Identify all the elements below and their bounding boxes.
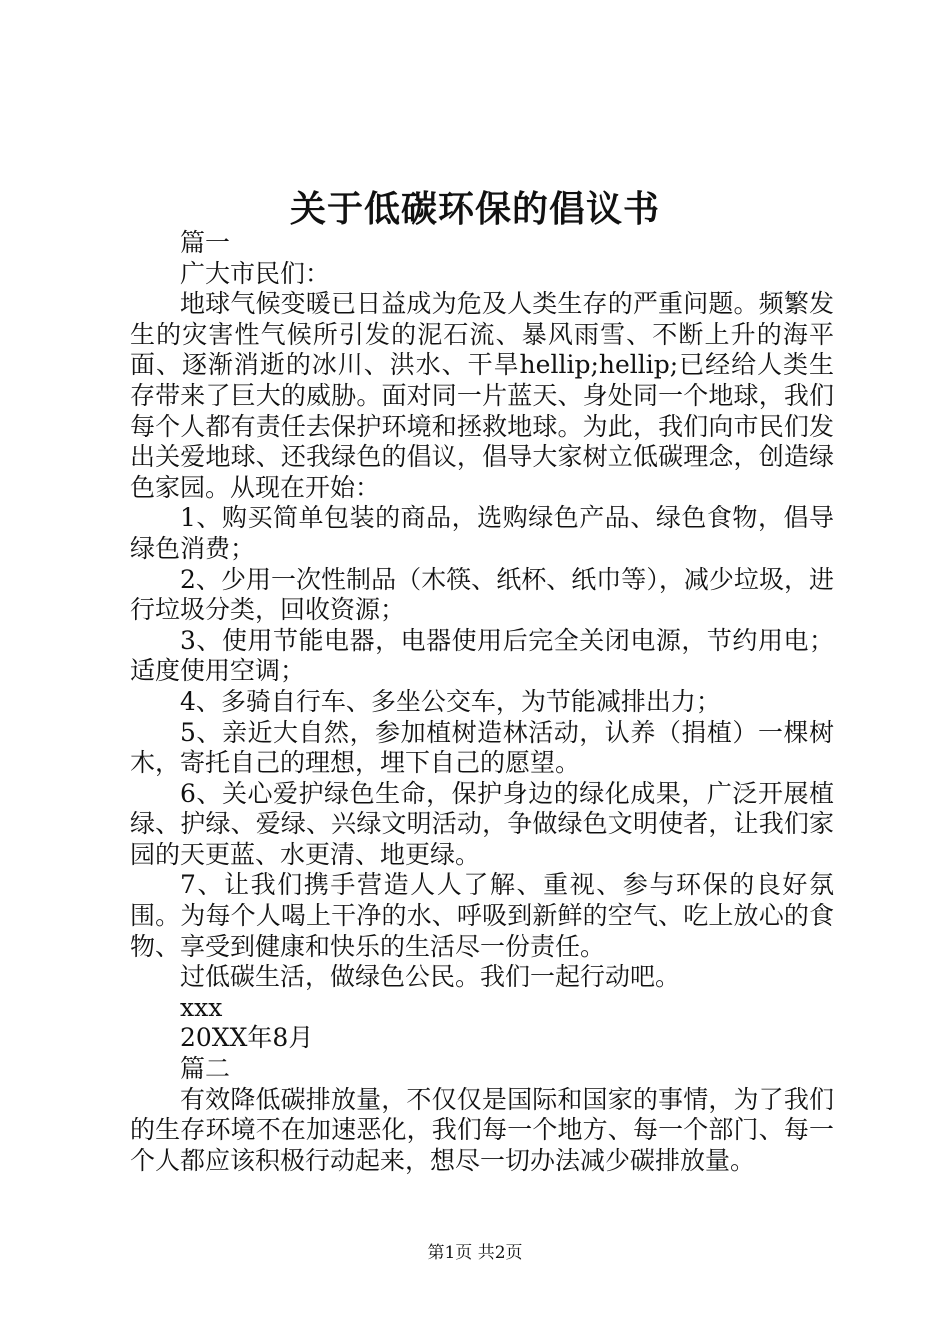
closing-line: 过低碳生活，做绿色公民。我们一起行动吧。 xyxy=(180,962,681,992)
paragraph: 地球气候变暖已日益成为危及人类生存的严重问题。频繁发生的灾害性气候所引发的泥石流、暴风雨雪、不断上升的海平面、逐渐消逝的冰川、洪水、干旱hellip;hellip;已经给人类生存带来了巨大的威胁。面对同一片蓝天、身处同一个地球，我们每个人都有责任去保护环境和拯救地球。为此，我们向市民们发出关爱地球、还我绿色的倡议，倡导大家树立低碳理念，创造绿色家园。从现在开始： xyxy=(130,289,834,502)
list-item: 2、少用一次性制品（木筷、纸杯、纸巾等），减少垃圾，进行垃圾分类，回收资源； xyxy=(130,564,834,625)
list-item: 7、让我们携手营造人人了解、重视、参与环保的良好氛围。为每个人喝上干净的水、呼吸到新鲜的空气、吃上放心的食物、享受到健康和快乐的生活尽一份责任。 xyxy=(130,870,834,961)
date-line: 20XX年8月 xyxy=(180,1023,314,1053)
salutation: 广大市民们： xyxy=(180,258,331,288)
list-item: 1、购买简单包装的商品，选购绿色产品、绿色食物，倡导绿色消费； xyxy=(130,503,834,563)
document-body xyxy=(130,228,834,1176)
section-heading: 篇一 xyxy=(180,228,231,257)
list-item: 6、关心爱护绿色生命，保护身边的绿化成果，广泛开展植绿、护绿、爱绿、兴绿文明活动，争做绿色文明使者，让我们家园的天更蓝、水更清、地更绿。 xyxy=(130,778,834,869)
list-item: 4、多骑自行车、多坐公交车，为节能减排出力； xyxy=(180,686,721,716)
list-item: 3、使用节能电器，电器使用后完全关闭电源，节约用电；适度使用空调； xyxy=(130,625,834,686)
page-footer: 第1页 共2页 xyxy=(427,1243,523,1263)
list-item: 5、亲近大自然，参加植树造林活动，认养（捐植）一棵树木，寄托自己的理想，埋下自己的愿望。 xyxy=(130,717,834,778)
document-title: 关于低碳环保的倡议书 xyxy=(289,188,660,230)
signature: xxx xyxy=(180,992,223,1022)
section-heading: 篇二 xyxy=(180,1054,231,1084)
paragraph: 有效降低碳排放量，不仅仅是国际和国家的事情，为了我们的生存环境不在加速恶化，我们每一个地方、每一个部门、每一个人都应该积极行动起来，想尽一切办法减少碳排放量。 xyxy=(130,1084,834,1175)
